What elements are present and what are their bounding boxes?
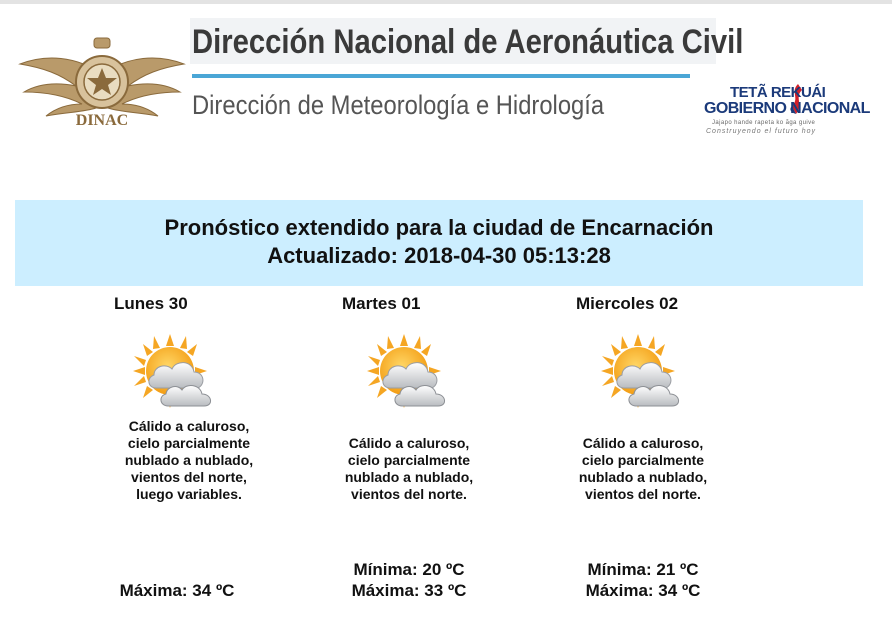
forecast-day-monday — [114, 294, 264, 614]
gov-logo-tagline-guarani: Jajapo hande rapeta ko ãga guive — [712, 120, 816, 126]
gobierno-nacional-logo — [700, 84, 870, 144]
agency-subtitle: Dirección de Meteorología e Hidrología — [192, 90, 605, 120]
day-description: Cálido a caluroso, cielo parcialmente nublado a nublado, vientos del norte. — [344, 435, 474, 502]
day-name: Miercoles 02 — [576, 294, 679, 313]
forecast-day-tuesday — [342, 294, 492, 614]
forecast-day-wednesday — [576, 294, 726, 614]
gov-logo-top-text: TETÃ REKUÁI — [730, 84, 826, 101]
gov-logo-main-text: GOBIERNO NACIONAL — [704, 100, 870, 117]
day-name: Lunes 30 — [114, 294, 188, 313]
day-name: Martes 01 — [342, 294, 421, 313]
day-max-temp: Máxima: 34 ºC — [119, 581, 235, 600]
partly-cloudy-icon — [130, 334, 220, 414]
day-max-temp: Máxima: 33 ºC — [351, 581, 467, 600]
day-min-temp: Mínima: 21 ºC — [587, 560, 699, 579]
partly-cloudy-icon — [364, 334, 454, 414]
agency-title: Dirección Nacional de Aeronáutica Civil — [192, 23, 744, 61]
dinac-acronym: DINAC — [75, 112, 129, 129]
top-border — [0, 0, 892, 4]
agency-title-banner — [190, 18, 744, 64]
title-divider — [192, 74, 690, 78]
forecast-updated-timestamp: Actualizado: 2018-04-30 05:13:28 — [267, 243, 611, 268]
partly-cloudy-icon — [598, 334, 688, 414]
gov-logo-tagline-spanish: Construyendo el futuro hoy — [706, 128, 817, 135]
forecast-banner — [15, 200, 863, 286]
day-min-temp: Mínima: 20 ºC — [353, 560, 465, 579]
day-description: Cálido a caluroso, cielo parcialmente nublado a nublado, vientos del norte, luego variables. — [124, 418, 254, 502]
day-description: Cálido a caluroso, cielo parcialmente nublado a nublado, vientos del norte. — [578, 435, 708, 502]
forecast-title: Pronóstico extendido para la ciudad de Encarnación — [164, 215, 714, 240]
day-max-temp: Máxima: 34 ºC — [585, 581, 701, 600]
